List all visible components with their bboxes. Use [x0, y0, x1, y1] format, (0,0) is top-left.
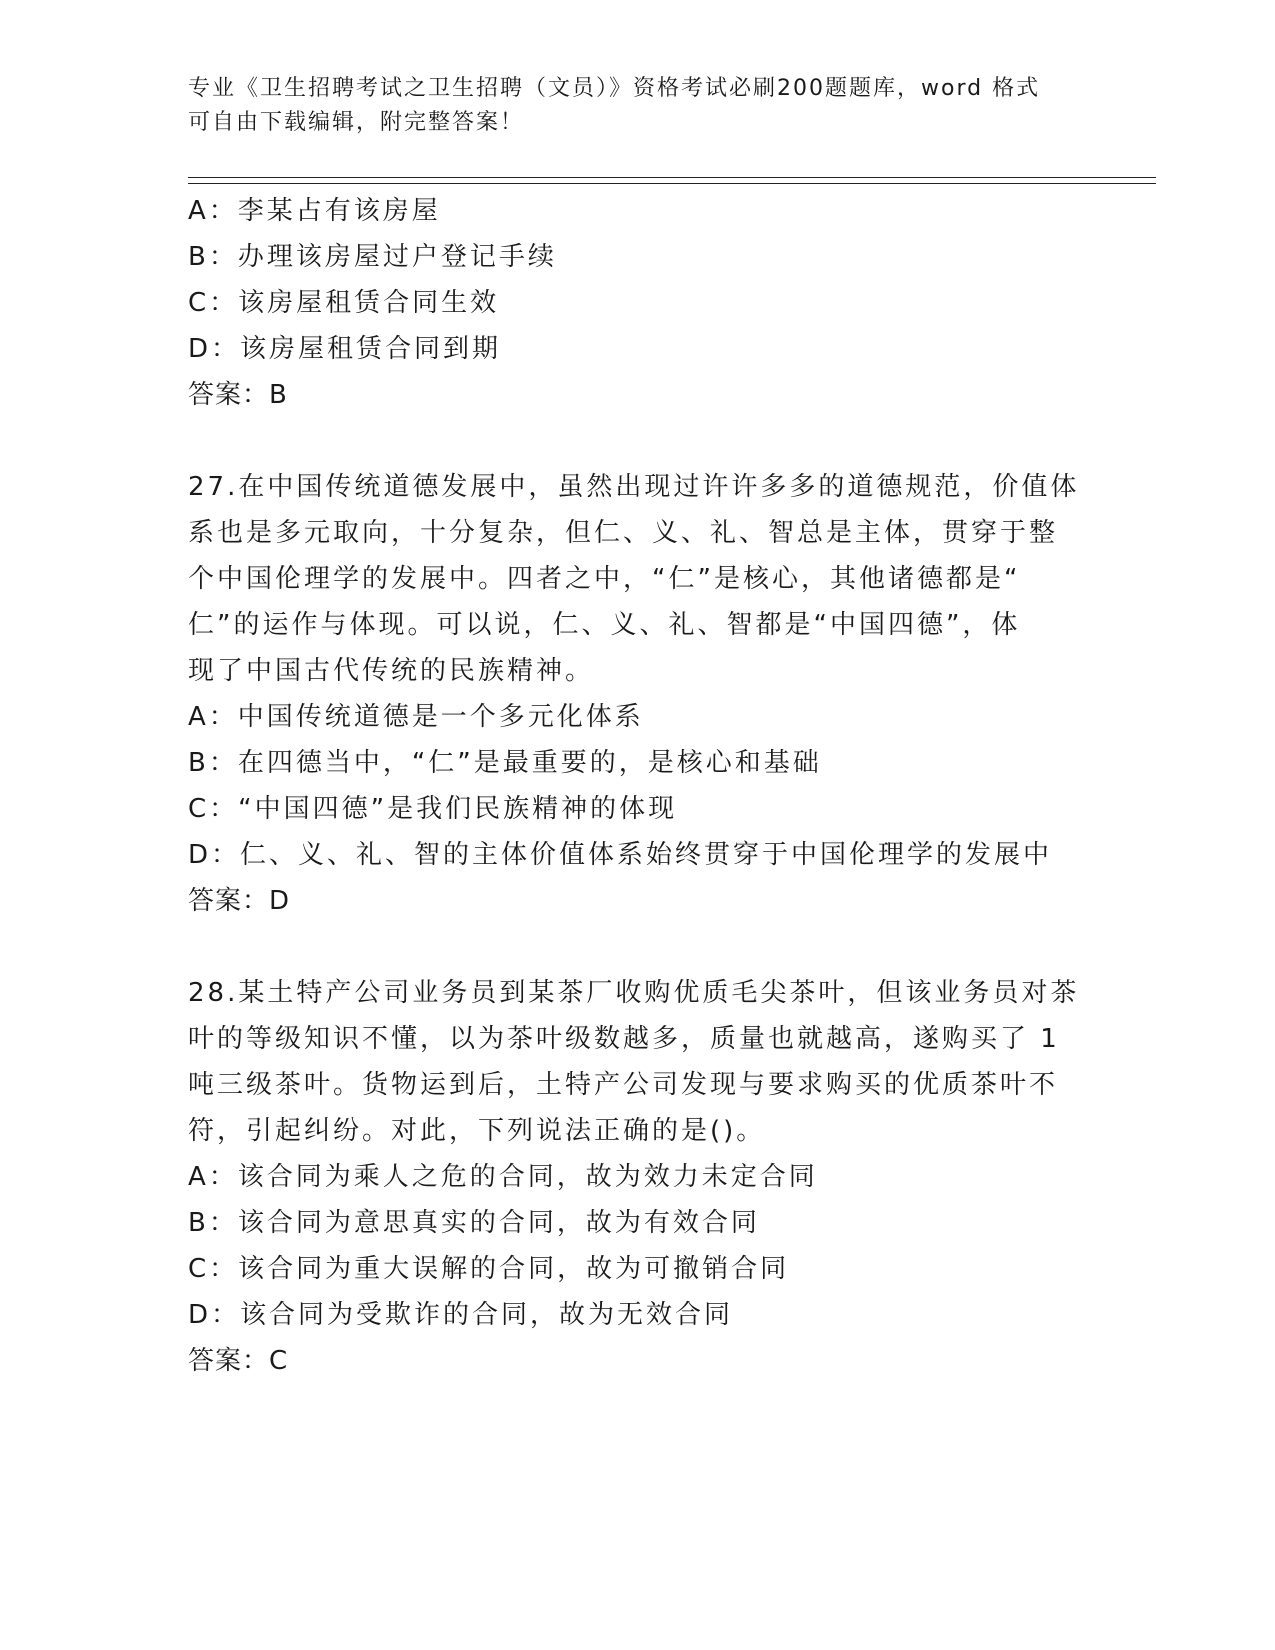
- question-stem-line: 仁”的运作与体现。可以说，仁、义、礼、智都是“中国四德”，体: [188, 610, 1021, 640]
- question-stem-line: 现了中国古代传统的民族精神。: [188, 656, 595, 686]
- question-27: [188, 464, 1088, 924]
- document-header: [188, 72, 1068, 140]
- spacer: [188, 418, 1088, 464]
- spacer: [188, 924, 1088, 970]
- question-stem-line: 28.某土特产公司业务员到某茶厂收购优质毛尖茶叶，但该业务员对茶: [188, 978, 1080, 1008]
- question-stem-line: 个中国伦理学的发展中。四者之中，“仁”是核心，其他诸德都是“: [188, 564, 1021, 594]
- header-title-line-2: 可自由下载编辑，附完整答案！: [188, 110, 525, 135]
- question-stem-line: 叶的等级知识不懂，以为茶叶级数越多，质量也就越高，遂购买了 1: [188, 1024, 1060, 1054]
- question-content: [188, 188, 1088, 1384]
- header-divider-top: [188, 177, 1156, 178]
- question-stem-line: 系也是多元取向，十分复杂，但仁、义、礼、智总是主体，贯穿于整: [188, 518, 1059, 548]
- option-c: C：“中国四德”是我们民族精神的体现: [188, 794, 678, 824]
- previous-question-options: [188, 188, 1088, 418]
- option-c: C：该房屋租赁合同生效: [188, 288, 500, 318]
- question-stem-line: 27.在中国传统道德发展中，虽然出现过许许多多的道德规范，价值体: [188, 472, 1080, 502]
- answer-line: 答案：D: [188, 886, 291, 916]
- answer-line: 答案：B: [188, 380, 288, 410]
- option-b: B：在四德当中，“仁”是最重要的，是核心和基础: [188, 748, 822, 778]
- option-d: D：该合同为受欺诈的合同，故为无效合同: [188, 1300, 734, 1330]
- header-title-line-1: 专业《卫生招聘考试之卫生招聘（文员）》资格考试必刷200题题库，word 格式: [188, 76, 1041, 101]
- option-b: B：办理该房屋过户登记手续: [188, 242, 557, 272]
- question-28: [188, 970, 1088, 1384]
- option-d: D：该房屋租赁合同到期: [188, 334, 502, 364]
- answer-line: 答案：C: [188, 1346, 289, 1376]
- option-a: A：该合同为乘人之危的合同，故为效力未定合同: [188, 1162, 818, 1192]
- question-stem-line: 符，引起纠纷。对此，下列说法正确的是()。: [188, 1116, 766, 1146]
- option-d: D：仁、义、礼、智的主体价值体系始终贯穿于中国伦理学的发展中: [188, 840, 1053, 870]
- header-divider-bottom: [188, 183, 1156, 184]
- option-a: A：李某占有该房屋: [188, 196, 441, 226]
- option-b: B：该合同为意思真实的合同，故为有效合同: [188, 1208, 760, 1238]
- option-c: C：该合同为重大误解的合同，故为可撤销合同: [188, 1254, 790, 1284]
- question-stem-line: 吨三级茶叶。货物运到后，土特产公司发现与要求购买的优质茶叶不: [188, 1070, 1059, 1100]
- option-a: A：中国传统道德是一个多元化体系: [188, 702, 644, 732]
